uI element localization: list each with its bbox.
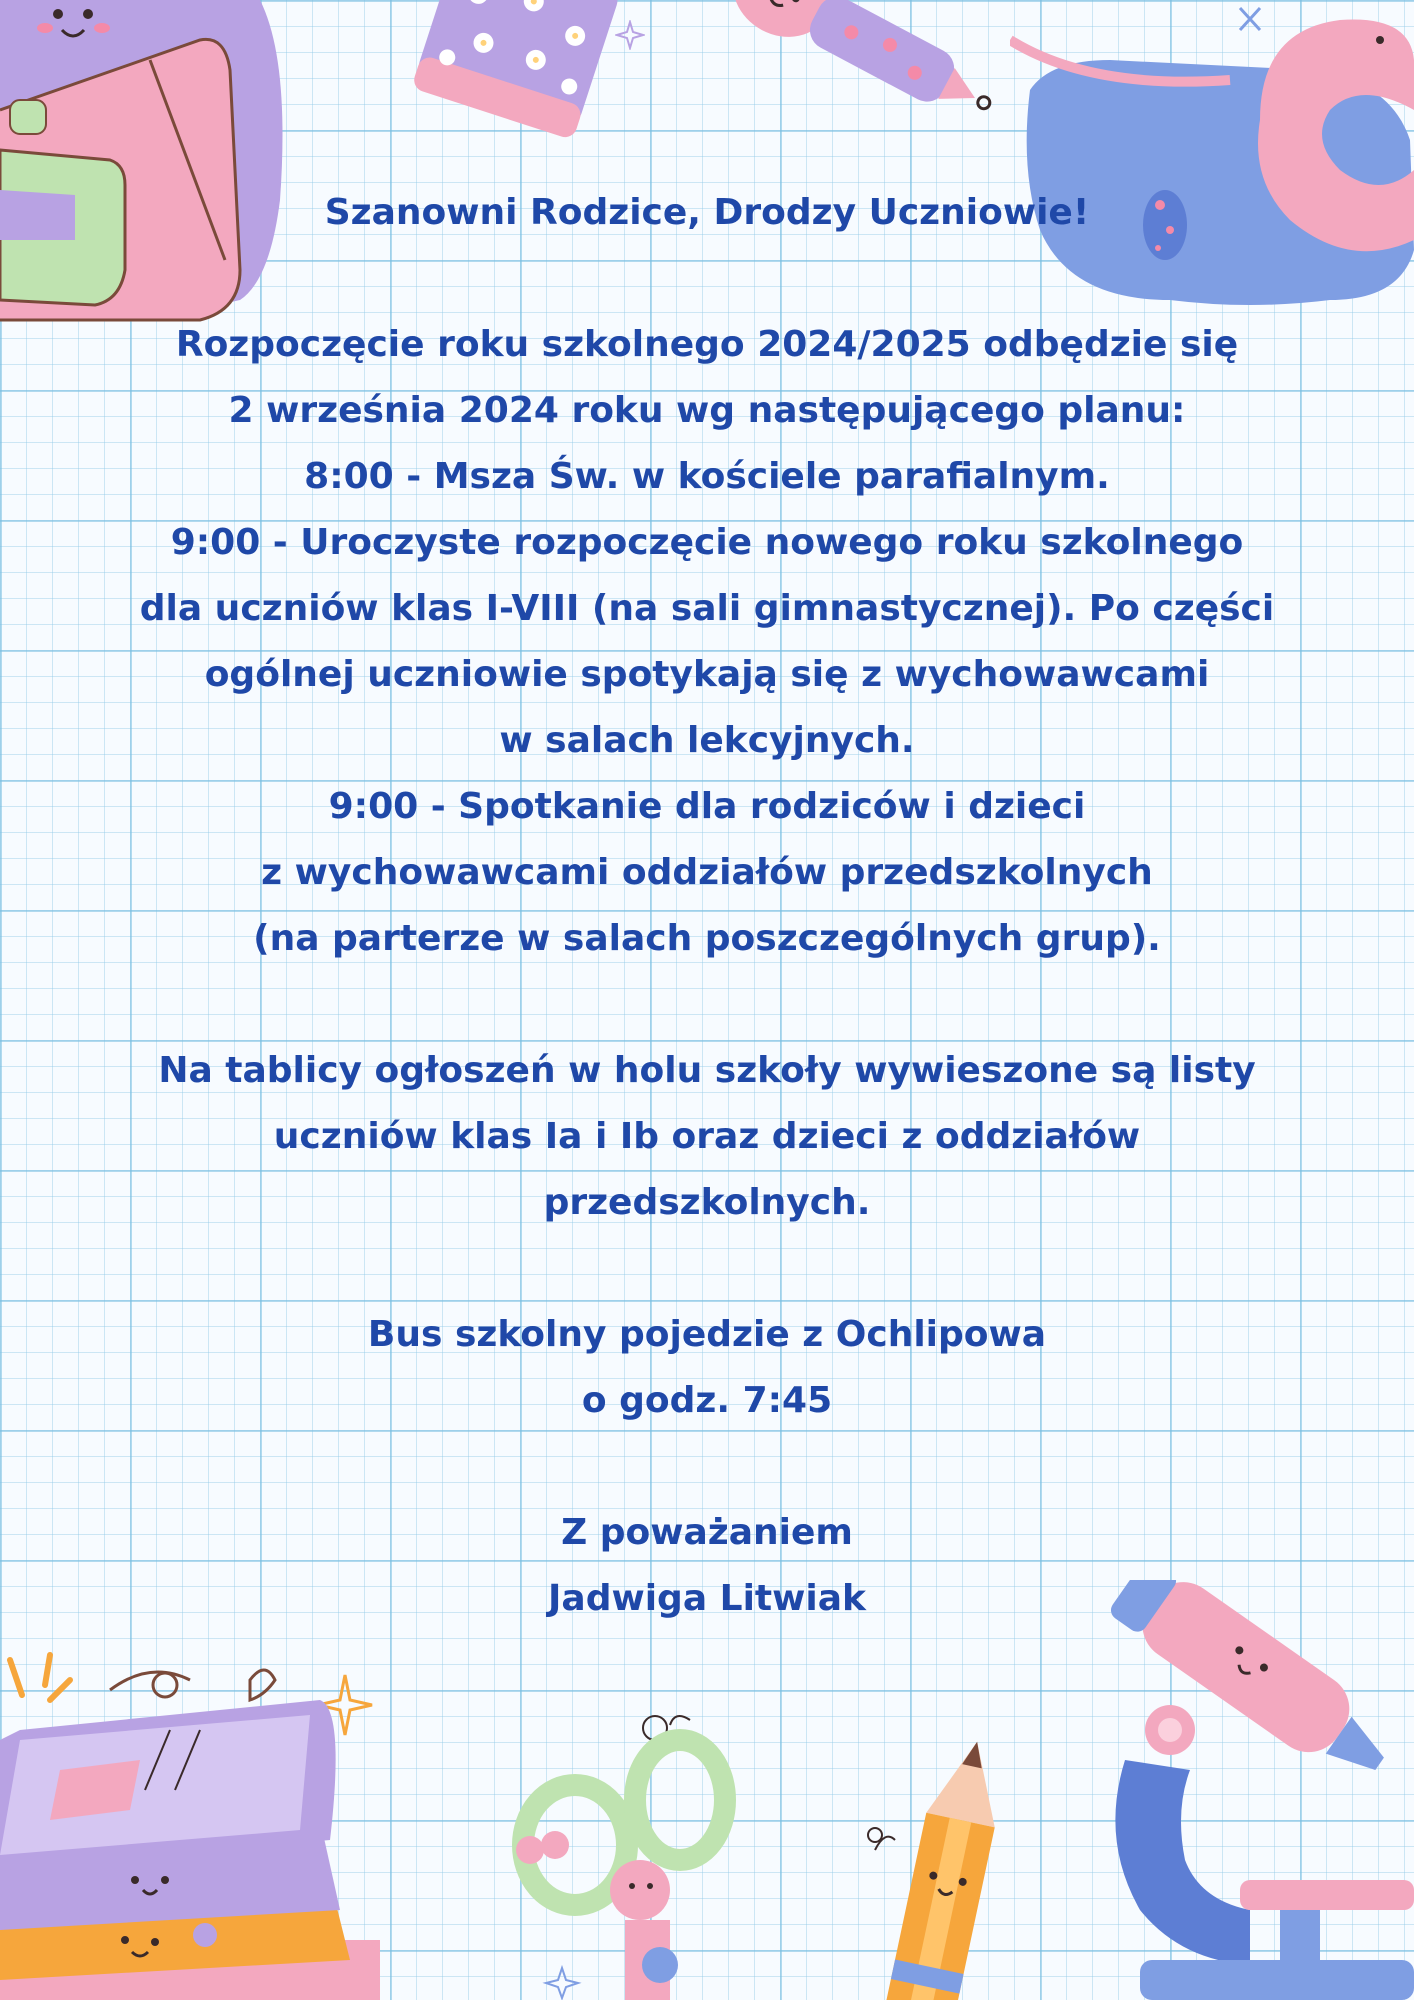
paragraph-line: (na parterze w salach poszczególnych grup). xyxy=(253,918,1161,959)
paragraph-line: 8:00 - Msza Św. w kościele parafialnym. xyxy=(304,456,1110,497)
paragraph-line: z wychowawcami oddziałów przedszkolnych xyxy=(261,852,1153,893)
paragraph-line: o godz. 7:45 xyxy=(581,1380,833,1421)
paragraph-line: Bus szkolny pojedzie z Ochlipowa xyxy=(367,1314,1047,1355)
paragraph-line: 9:00 - Spotkanie dla rodziców i dzieci xyxy=(328,786,1086,827)
paragraph-line: 9:00 - Uroczyste rozpoczęcie nowego roku szkolnego xyxy=(170,522,1244,563)
paragraph-line: 2 września 2024 roku wg następującego planu: xyxy=(228,390,1186,431)
paragraph-line: przedszkolnych. xyxy=(543,1182,871,1223)
paragraph-line: dla uczniów klas I-VIII (na sali gimnastycznej). Po części xyxy=(139,588,1275,629)
paragraph-line: ogólnej uczniowie spotykają się z wychowawcami xyxy=(204,654,1210,695)
closing: Z poważaniem xyxy=(561,1512,853,1553)
paragraph-line: Na tablicy ogłoszeń w holu szkoły wywieszone są listy xyxy=(158,1050,1256,1091)
greeting: Szanowni Rodzice, Drodzy Uczniowie! xyxy=(324,192,1090,233)
paragraph-line: w salach lekcyjnych. xyxy=(499,720,915,761)
paragraph-line: Rozpoczęcie roku szkolnego 2024/2025 odbędzie się xyxy=(175,324,1239,365)
paragraph-line: uczniów klas Ia i Ib oraz dzieci z oddziałów xyxy=(273,1116,1141,1157)
signature: Jadwiga Litwiak xyxy=(548,1578,866,1619)
